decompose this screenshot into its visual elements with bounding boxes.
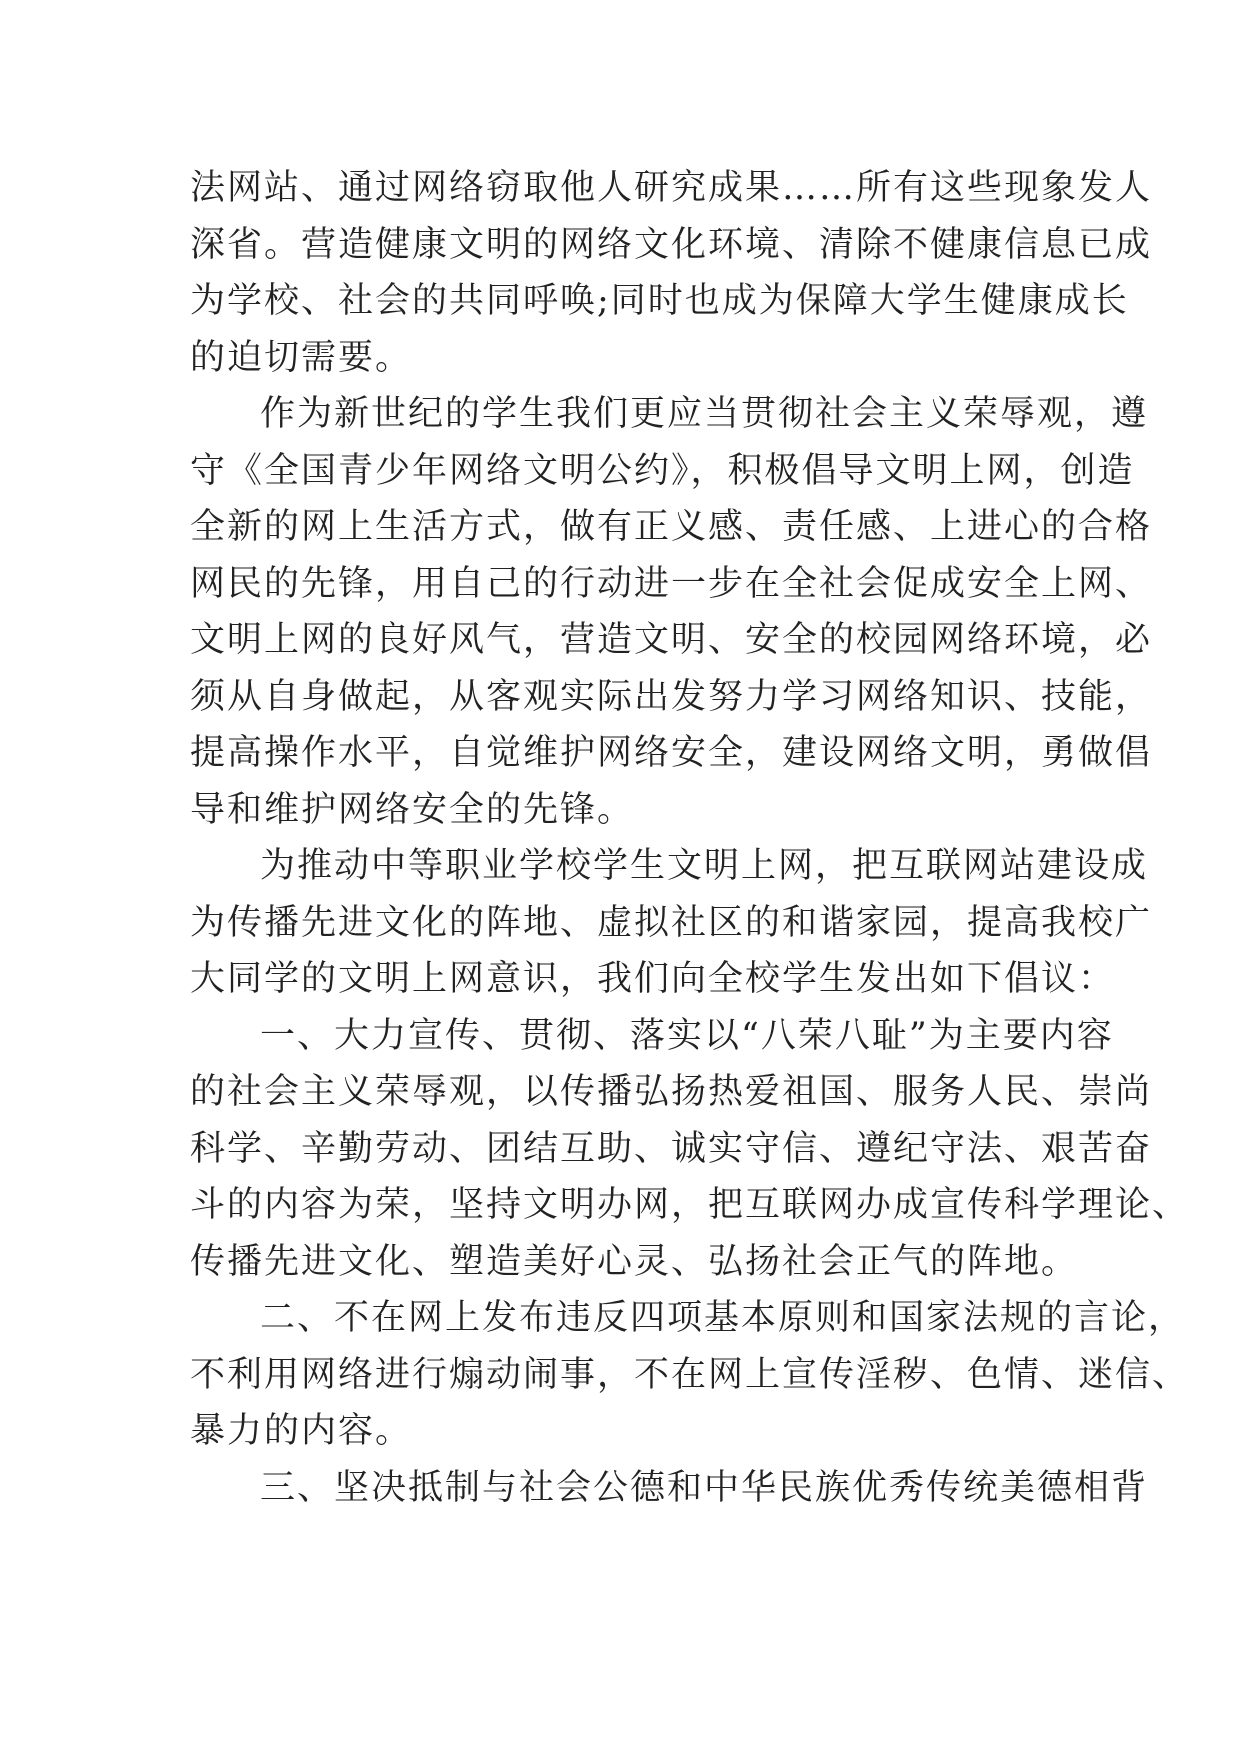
paragraph-first-line: 二、不在网上发布违反四项基本原则和国家法规的言论， (260, 1298, 1186, 1338)
text-line: 提高操作水平，自觉维护网络安全，建设网络文明，勇做倡 (190, 733, 1153, 773)
text-line: 导和维护网络安全的先锋。 (190, 789, 635, 830)
text-line: 须从自身做起，从客观实际出发努力学习网络知识、技能， (190, 676, 1153, 717)
text-line: 法网站、通过网络窃取他人研究成果……所有这些现象发人 (190, 168, 1153, 208)
text-line: 的迫切需要。 (190, 337, 413, 378)
document-body (190, 160, 1190, 1516)
text-line: 守《全国青少年网络文明公约》，积极倡导文明上网，创造 (190, 450, 1135, 491)
text-line: 的社会主义荣辱观，以传播弘扬热爱祖国、服务人民、崇尚 (190, 1072, 1153, 1112)
paragraph-first-line: 一、大力宣传、贯彻、落实以“八荣八耻”为主要内容 (260, 1015, 1114, 1056)
text-line: 网民的先锋，用自己的行动进一步在全社会促成安全上网、 (190, 563, 1153, 604)
paragraph-first-line: 三、坚决抵制与社会公德和中华民族优秀传统美德相背 (260, 1467, 1149, 1508)
text-line: 文明上网的良好风气，营造文明、安全的校园网络环境，必 (190, 620, 1153, 660)
text-line: 深省。营造健康文明的网络文化环境、清除不健康信息已成 (190, 224, 1153, 265)
paragraph-first-line: 作为新世纪的学生我们更应当贯彻社会主义荣辱观，遵 (260, 394, 1149, 434)
text-line: 斗的内容为荣，坚持文明办网，把互联网办成宣传科学理论、 (190, 1185, 1190, 1225)
text-line: 不利用网络进行煽动闹事，不在网上宣传淫秽、色情、迷信、 (190, 1354, 1190, 1395)
text-line: 为学校、社会的共同呼唤;同时也成为保障大学生健康成长 (190, 281, 1129, 321)
text-line: 为传播先进文化的阵地、虚拟社区的和谐家园，提高我校广 (190, 902, 1153, 943)
text-line: 大同学的文明上网意识，我们向全校学生发出如下倡议： (190, 959, 1116, 999)
paragraph-first-line: 为推动中等职业学校学生文明上网，把互联网站建设成 (260, 846, 1149, 886)
text-line: 科学、辛勤劳动、团结互助、诚实守信、遵纪守法、艰苦奋 (190, 1128, 1153, 1169)
text-line: 传播先进文化、塑造美好心灵、弘扬社会正气的阵地。 (190, 1241, 1079, 1282)
text-line: 暴力的内容。 (190, 1411, 413, 1451)
text-line: 全新的网上生活方式，做有正义感、责任感、上进心的合格 (190, 507, 1153, 547)
